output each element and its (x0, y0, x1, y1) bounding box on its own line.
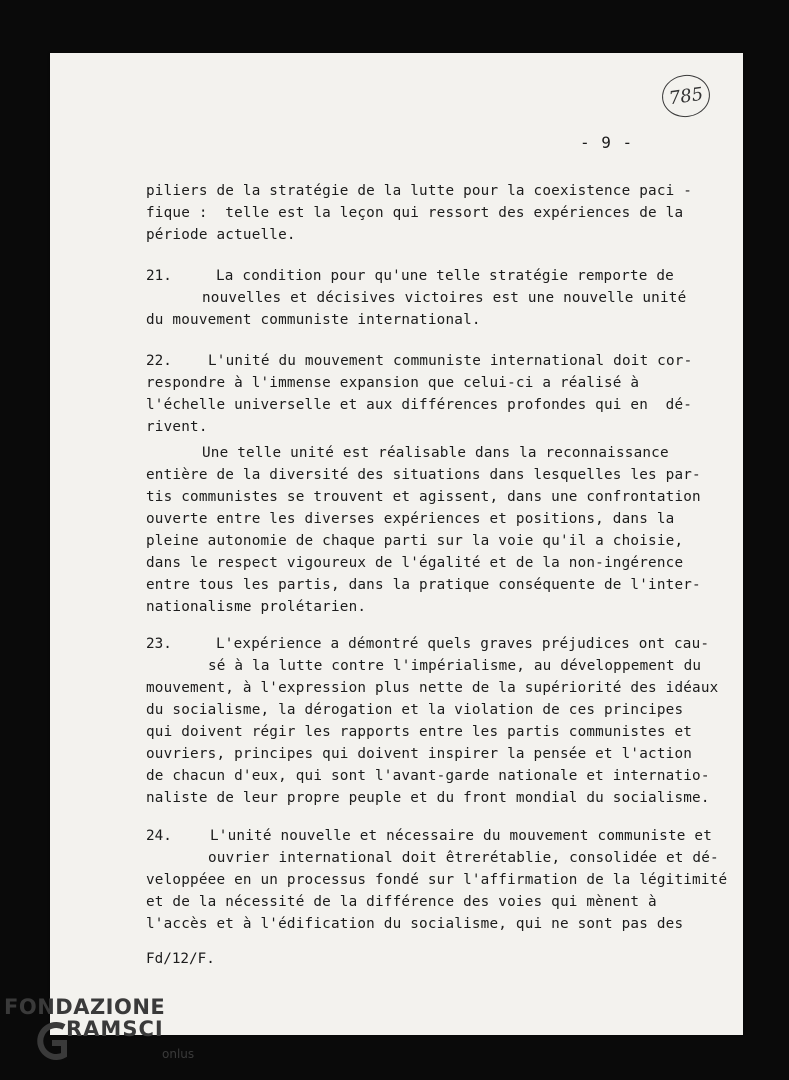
archive-stamp (659, 72, 712, 120)
text-line: qui doivent régir les rapports entre les partis communistes et (146, 724, 693, 740)
text-line: l'accès et à l'édification du socialisme, qui ne sont pas des (146, 916, 684, 932)
paragraph-number: 23. (146, 636, 172, 652)
text-line: L'unité du mouvement communiste international doit cor- (208, 353, 693, 369)
fondazione-gramsci-logo (4, 995, 204, 1080)
paragraph-number: 24. (146, 828, 172, 844)
text-line: l'échelle universelle et aux différences profondes qui en dé- (146, 397, 693, 413)
text-line: dans le respect vigoureux de l'égalité et de la non-ingérence (146, 555, 684, 571)
text-line: L'unité nouvelle et nécessaire du mouvement communiste et (210, 828, 713, 844)
text-line: veloppéee en un processus fondé sur l'affirmation de la légitimité (146, 872, 728, 888)
text-line: pleine autonomie de chaque parti sur la voie qu'il a choisie, (146, 533, 684, 549)
text-line: ouvrier international doit êtrerétablie, consolidée et dé- (208, 850, 719, 866)
paragraph-number: 22. (146, 353, 172, 369)
logo-line-1: FONDAZIONE (4, 995, 166, 1019)
text-line: ouverte entre les diverses expériences et positions, dans la (146, 511, 675, 527)
text-line: tis communistes se trouvent et agissent, dans une confrontation (146, 489, 701, 505)
text-line: Une telle unité est réalisable dans la reconnaissance (202, 445, 669, 461)
text-line: sé à la lutte contre l'impérialisme, au développement du (208, 658, 702, 674)
text-line: nouvelles et décisives victoires est une nouvelle unité (202, 290, 687, 306)
paragraph-number: 21. (146, 268, 172, 284)
text-line: fique : telle est la leçon qui ressort des expériences de la (146, 205, 684, 221)
text-line: ouvriers, principes qui doivent inspirer la pensée et l'action (146, 746, 693, 762)
document-page (50, 53, 743, 1035)
text-line: du mouvement communiste international. (146, 312, 481, 328)
text-line: de chacun d'eux, qui sont l'avant-garde nationale et internatio- (146, 768, 710, 784)
logo-suffix: onlus (162, 1047, 195, 1061)
logo-line-2: RAMSCI (66, 1017, 164, 1041)
text-line: L'expérience a démontré quels graves préjudices ont cau- (216, 636, 710, 652)
page-number: - 9 - (580, 133, 634, 152)
text-line: naliste de leur propre peuple et du front mondial du socialisme. (146, 790, 710, 806)
text-line: mouvement, à l'expression plus nette de la supériorité des idéaux (146, 680, 719, 696)
logo-g-icon (30, 1015, 70, 1075)
text-line: et de la nécessité de la différence des voies qui mènent à (146, 894, 657, 910)
text-line: La condition pour qu'une telle stratégie remporte de (216, 268, 674, 284)
text-line: entre tous les partis, dans la pratique conséquente de l'inter- (146, 577, 701, 593)
text-line: piliers de la stratégie de la lutte pour la coexistence paci - (146, 183, 693, 199)
text-line: respondre à l'immense expansion que celui-ci a réalisé à (146, 375, 640, 391)
text-line: entière de la diversité des situations dans lesquelles les par- (146, 467, 701, 483)
text-line: période actuelle. (146, 227, 296, 243)
document-reference: Fd/12/F. (146, 951, 215, 967)
text-line: du socialisme, la dérogation et la violation de ces principes (146, 702, 684, 718)
text-line: rivent. (146, 419, 208, 435)
text-line: nationalisme prolétarien. (146, 599, 367, 615)
stamp-number: 785 (667, 83, 705, 109)
